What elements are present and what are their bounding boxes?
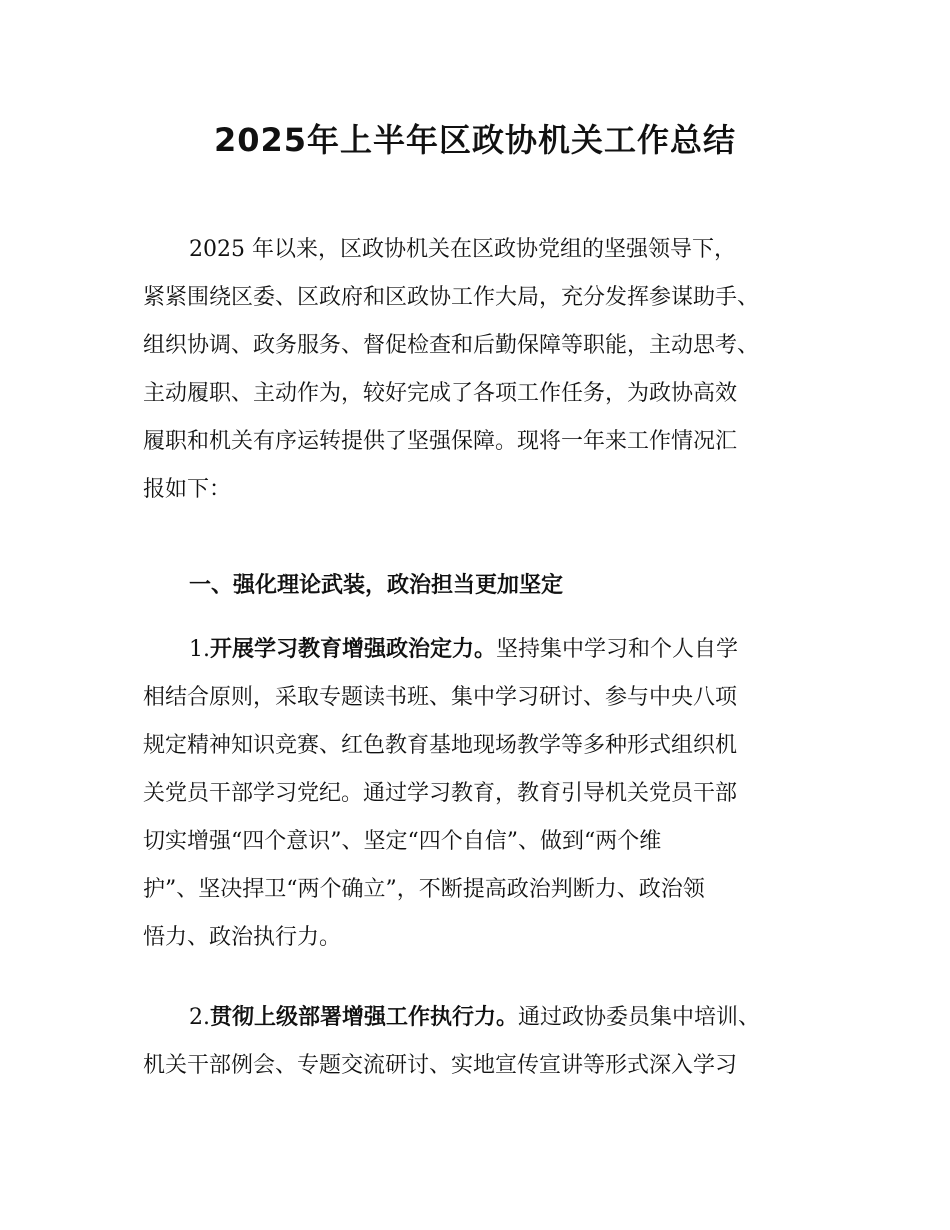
section-heading: 一、强化理论武装，政治担当更加坚定	[189, 573, 564, 598]
item1-title: 开展学习教育增强政治定力。	[210, 637, 497, 662]
intro-line: 主动履职、主动作为，较好完成了各项工作任务，为政协高效	[143, 381, 738, 406]
item1-line: 相结合原则，采取专题读书班、集中学习研讨、参与中央八项	[143, 685, 738, 710]
item1-number: 1.	[189, 637, 210, 662]
item2-title: 贯彻上级部署增强工作执行力。	[210, 1005, 519, 1030]
intro-line: 2025 年以来，区政协机关在区政协党组的坚强领导下，	[189, 237, 736, 262]
item2-line: 机关干部例会、专题交流研讨、实地宣传宣讲等形式深入学习	[143, 1053, 738, 1078]
item1-line: 护”、坚决捍卫“两个确立”，不断提高政治判断力、政治领	[143, 877, 705, 902]
item2-text: 通过政协委员集中培训、	[518, 1005, 761, 1030]
intro-line: 紧紧围绕区委、区政府和区政协工作大局，充分发挥参谋助手、	[143, 285, 760, 310]
document-title: 2025年上半年区政协机关工作总结	[213, 121, 737, 159]
item1-line: 切实增强“四个意识”、坚定“四个自信”、做到“两个维	[143, 829, 662, 854]
intro-line: 履职和机关有序运转提供了坚强保障。现将一年来工作情况汇	[143, 429, 738, 454]
item2-first-line	[189, 1002, 760, 1034]
item1-line: 规定精神知识竞赛、红色教育基地现场教学等多种形式组织机	[143, 733, 738, 758]
intro-line: 组织协调、政务服务、督促检查和后勤保障等职能，主动思考、	[143, 333, 760, 358]
intro-line: 报如下：	[143, 477, 232, 502]
item1-line: 悟力、政治执行力。	[143, 925, 342, 950]
item2-number: 2.	[189, 1005, 210, 1030]
item1-text: 坚持集中学习和个人自学	[496, 637, 739, 662]
item1-line: 关党员干部学习党纪。通过学习教育，教育引导机关党员干部	[143, 781, 738, 806]
item1-first-line	[189, 634, 738, 666]
